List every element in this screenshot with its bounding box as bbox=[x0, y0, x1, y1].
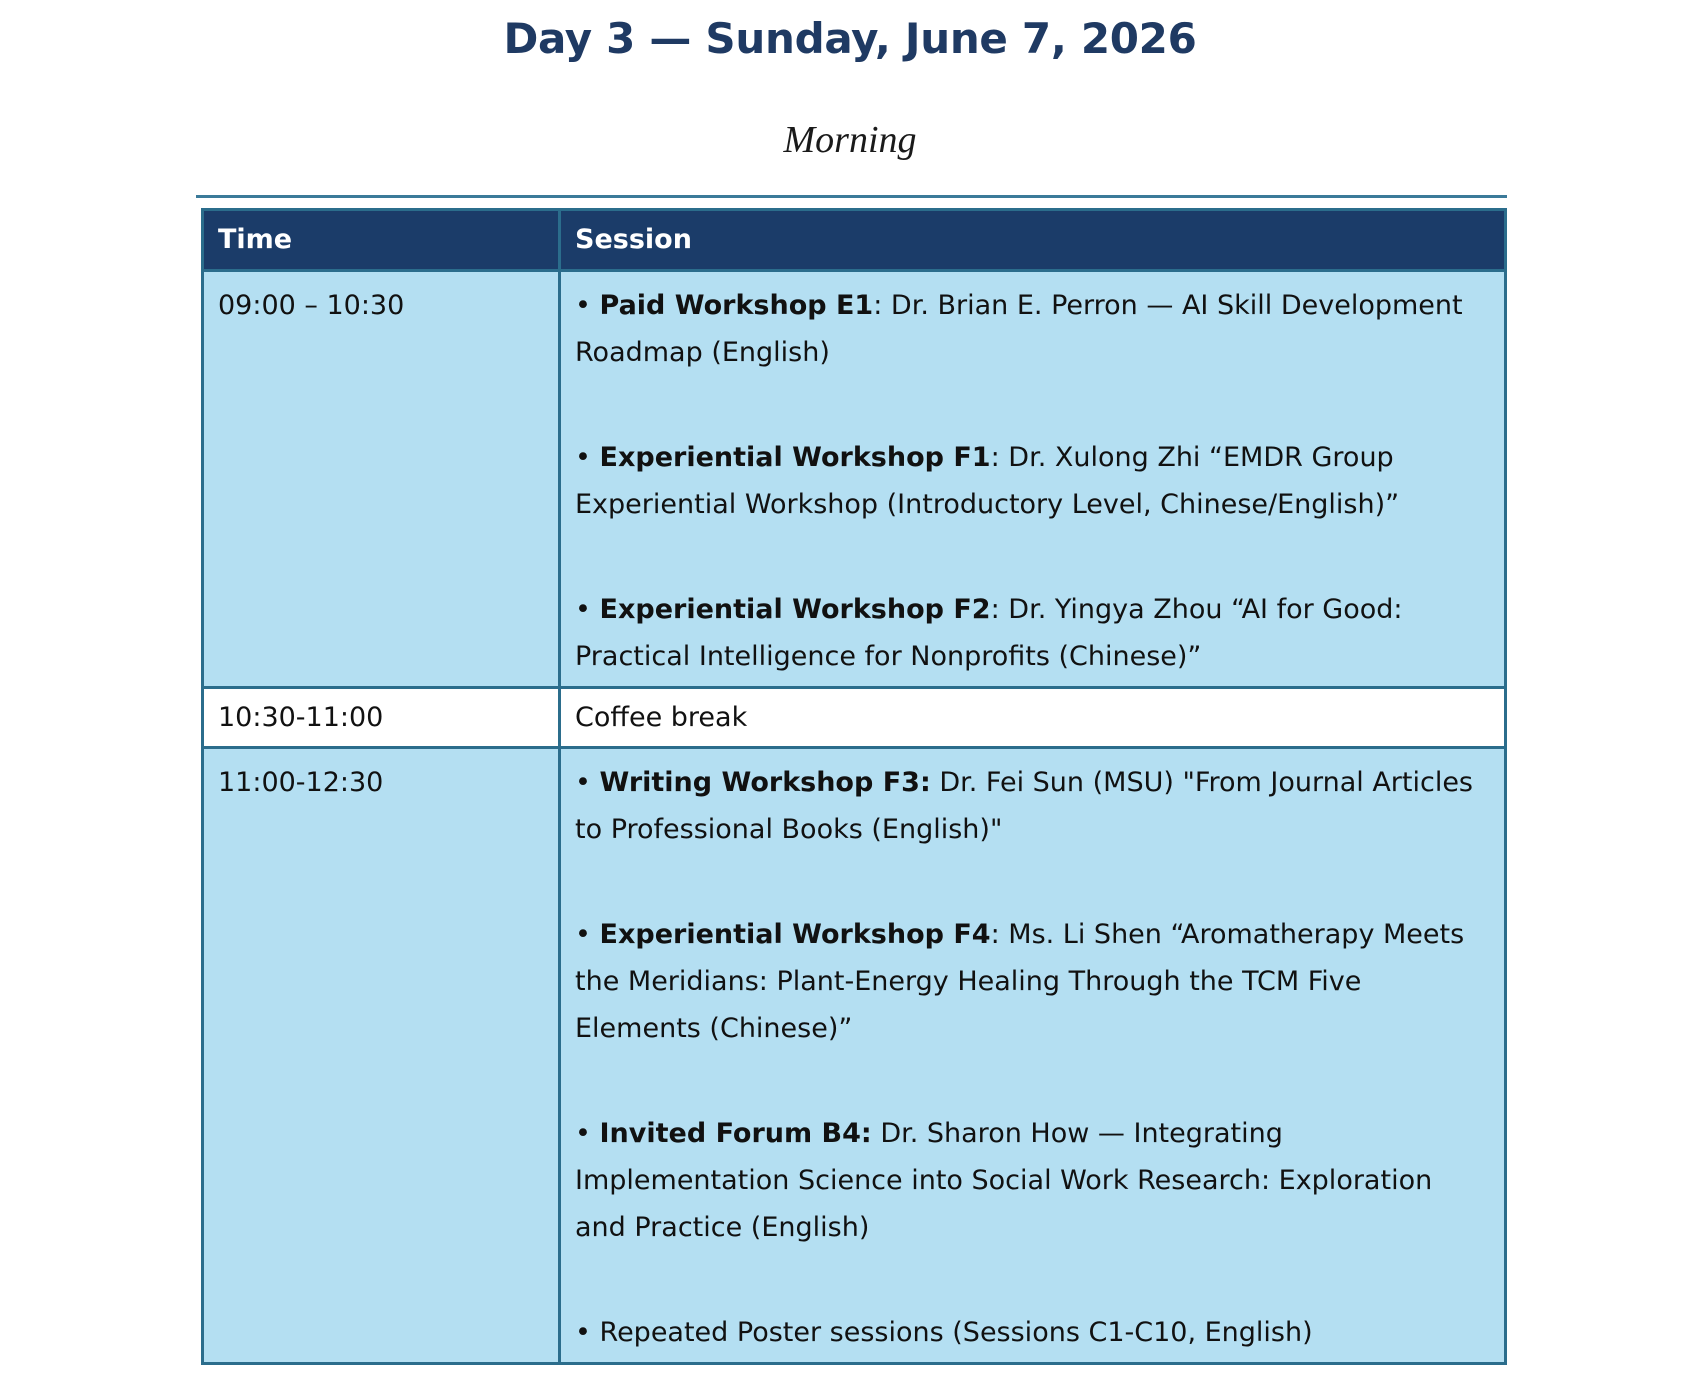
session-item bbox=[575, 282, 1490, 376]
bullet: • bbox=[575, 290, 600, 321]
table-header-row bbox=[203, 210, 1506, 271]
session-text: Dr. Fei Sun (MSU) "From Journal Articles to Professional Books (English)" bbox=[575, 767, 1474, 845]
table-row bbox=[203, 748, 1506, 1364]
bullet: • bbox=[575, 442, 600, 473]
bullet: • bbox=[575, 919, 600, 950]
session-cell bbox=[560, 271, 1506, 688]
session-item bbox=[575, 1110, 1490, 1251]
session-text: Dr. Sharon How — Integrating Implementation Science into Social Work Research: Exploration and Practice (English) bbox=[575, 1118, 1433, 1243]
session-item bbox=[575, 434, 1490, 528]
column-header-session: Session bbox=[560, 210, 1506, 271]
session-item bbox=[575, 586, 1490, 680]
session-label: Invited Forum B4: bbox=[599, 1118, 872, 1149]
session-item bbox=[575, 759, 1490, 853]
section-title: Morning bbox=[783, 119, 917, 161]
session-label: Paid Workshop E1 bbox=[599, 290, 874, 321]
page-title: Day 3 — Sunday, June 7, 2026 bbox=[503, 14, 1197, 63]
separator: : bbox=[990, 442, 1009, 473]
column-header-time: Time bbox=[203, 210, 560, 271]
bullet: • bbox=[575, 594, 600, 625]
session-text: Dr. Brian E. Perron — AI Skill Development Roadmap (English) bbox=[575, 290, 1463, 368]
session-cell: Coffee break bbox=[560, 688, 1506, 748]
session-item bbox=[575, 1309, 1490, 1356]
session-text: Repeated Poster sessions (Sessions C1-C10, English) bbox=[599, 1317, 1313, 1348]
session-label: Experiential Workshop F1 bbox=[599, 442, 991, 473]
session-label: Experiential Workshop F2 bbox=[599, 594, 991, 625]
time-cell: 11:00-12:30 bbox=[203, 748, 560, 1364]
session-label: Writing Workshop F3: bbox=[599, 767, 931, 798]
session-text: Dr. Yingya Zhou “AI for Good: Practical Intelligence for Nonprofits (Chinese)” bbox=[575, 594, 1403, 672]
separator: : bbox=[990, 594, 1009, 625]
bullet: • bbox=[575, 767, 600, 798]
separator: : bbox=[990, 919, 1009, 950]
session-cell bbox=[560, 748, 1506, 1364]
session-item bbox=[575, 911, 1490, 1052]
separator: : bbox=[873, 290, 891, 321]
divider-rule bbox=[196, 195, 1507, 198]
bullet: • bbox=[575, 1317, 600, 1348]
session-text: Dr. Xulong Zhi “EMDR Group Experiential Workshop (Introductory Level, Chinese/English)” bbox=[575, 442, 1400, 520]
time-cell: 10:30-11:00 bbox=[203, 688, 560, 748]
schedule-table bbox=[201, 208, 1507, 1365]
session-label: Experiential Workshop F4 bbox=[599, 919, 991, 950]
session-text: Ms. Li Shen “Aromatherapy Meets the Meridians: Plant-Energy Healing Through the TCM Five Elements (Chinese)” bbox=[575, 919, 1465, 1044]
table-row bbox=[203, 688, 1506, 748]
table-row bbox=[203, 271, 1506, 688]
time-cell: 09:00 – 10:30 bbox=[203, 271, 560, 688]
bullet: • bbox=[575, 1118, 600, 1149]
